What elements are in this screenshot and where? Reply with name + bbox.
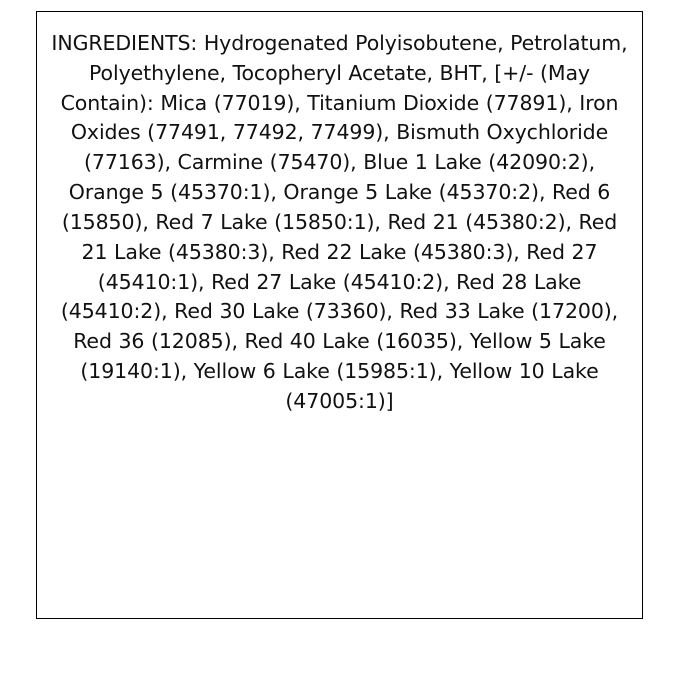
ingredients-panel bbox=[36, 11, 643, 619]
ingredients-text-block bbox=[37, 12, 642, 417]
ingredients-paragraph: INGREDIENTS: Hydrogenated Polyisobutene, Petrolatum, Polyethylene, Tocopheryl Acetate, BHT, [+/- (May Contain): Mica (77019), Titanium Dioxide (77891), Iron Oxides (77491, 77492, 77499), Bismuth Oxychloride (77163), Carmine (75470), Blue 1 Lake (42090:2), Orange 5 (45370:1), Orange 5 Lake (45370:2), Red 6 (15850), Red 7 Lake (15850:1), Red 21 (45380:2), Red 21 Lake (45380:3), Red 22 Lake (45380:3), Red 27 (45410:1), Red 27 Lake (45410:2), Red 28 Lake (45410:2), Red 30 Lake (73360), Red 33 Lake (17200), Red 36 (12085), Red 40 Lake (16035), Yellow 5 Lake (19140:1), Yellow 6 Lake (15985:1), Yellow 10 Lake (47005:1)] bbox=[51, 31, 628, 413]
